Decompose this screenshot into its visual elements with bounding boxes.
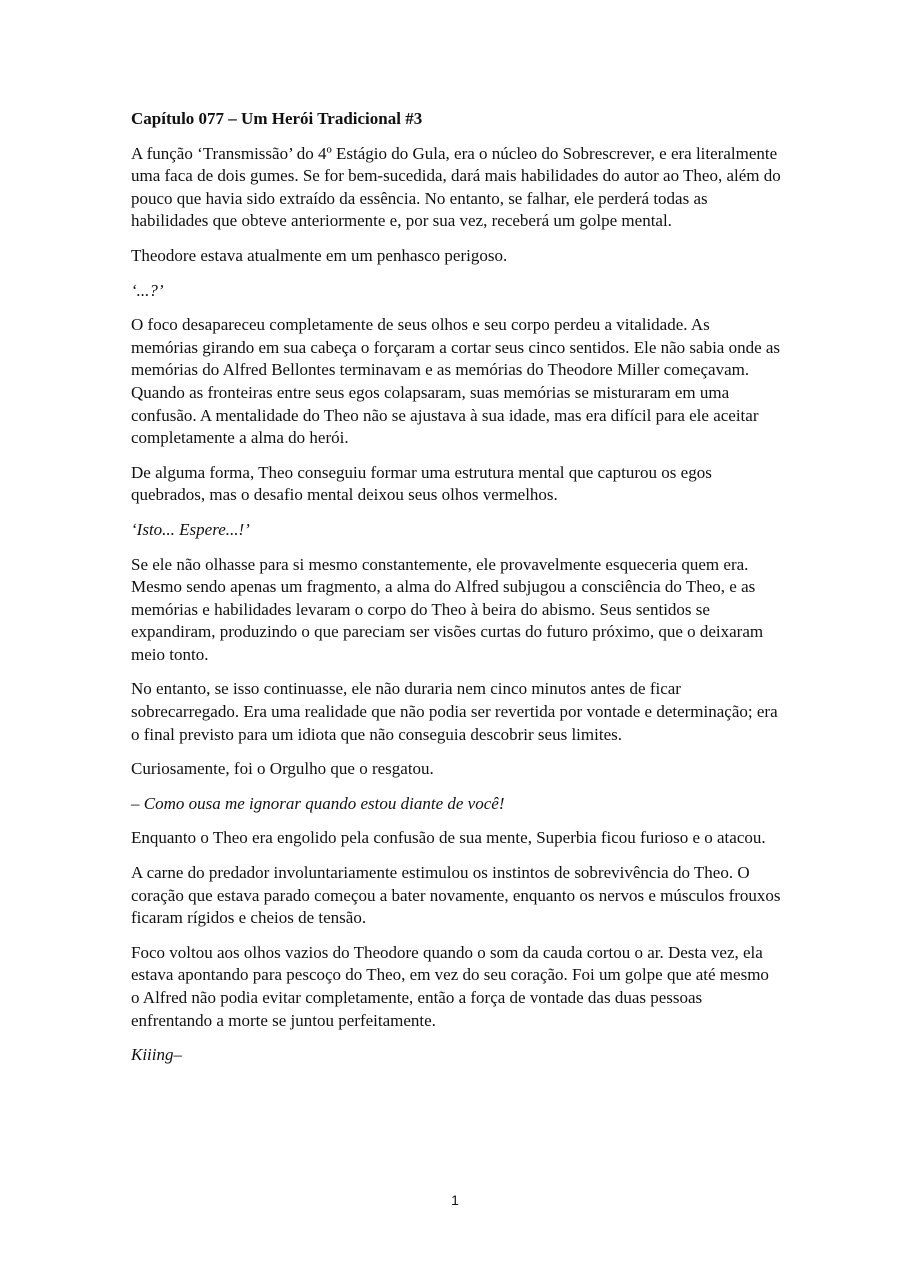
page-number: 1	[451, 1192, 459, 1208]
paragraph: O foco desapareceu completamente de seus olhos e seu corpo perdeu a vitalidade. As memórias girando em sua cabeça o forçaram a cortar seus cinco sentidos. Ele não sabia onde as memórias do Alfred Bellontes terminavam e as memórias do Theodore Miller começavam. Quando as fronteiras entre seus egos colapsaram, suas memórias se misturaram em uma confusão. A mentalidade do Theo não se ajustava à sua idade, mas era difícil para ele aceitar completamente a alma do herói.	[131, 315, 781, 448]
page-content	[131, 108, 781, 1079]
paragraph: A função ‘Transmissão’ do 4º Estágio do Gula, era o núcleo do Sobrescrever, e era literalmente uma faca de dois gumes. Se for bem-sucedida, dará mais habilidades do autor ao Theo, além do pouco que havia sido extraído da essência. No entanto, se falhar, ele perderá todas as habilidades que obteve anteriormente e, por sua vez, receberá um golpe mental.	[131, 143, 781, 231]
paragraph: De alguma forma, Theo conseguiu formar uma estrutura mental que capturou os egos quebrados, mas o desafio mental deixou seus olhos vermelhos.	[131, 462, 712, 505]
thought-line: ‘...?’	[131, 280, 164, 300]
thought-line: ‘Isto... Espere...!’	[131, 519, 250, 539]
paragraph: Enquanto o Theo era engolido pela confusão de sua mente, Superbia ficou furioso e o atacou.	[131, 828, 766, 848]
paragraph: A carne do predador involuntariamente estimulou os instintos de sobrevivência do Theo. O coração que estava parado começou a bater novamente, enquanto os nervos e músculos frouxos ficaram rígidos e cheios de tensão.	[131, 863, 781, 928]
paragraph: No entanto, se isso continuasse, ele não duraria nem cinco minutos antes de ficar sobrecarregado. Era uma realidade que não podia ser revertida por vontade e determinação; era o final previsto para um idiota que não conseguia descobrir seus limites.	[131, 679, 778, 744]
sound-effect-line: Kiiing–	[131, 1045, 183, 1065]
paragraph: Theodore estava atualmente em um penhasco perigoso.	[131, 245, 508, 265]
paragraph: Curiosamente, foi o Orgulho que o resgatou.	[131, 759, 434, 779]
paragraph: Foco voltou aos olhos vazios do Theodore quando o som da cauda cortou o ar. Desta vez, ela estava apontando para pescoço do Theo, em vez do seu coração. Foi um golpe que até mesmo o Alfred não podia evitar completamente, então a força de vontade das duas pessoas enfrentando a morte se juntou perfeitamente.	[131, 942, 769, 1030]
paragraph: Se ele não olhasse para si mesmo constantemente, ele provavelmente esqueceria quem era. Mesmo sendo apenas um fragmento, a alma do Alfred subjugou a consciência do Theo, e as memórias e habilidades levaram o corpo do Theo à beira do abismo. Seus sentidos se expandiram, produzindo o que pareciam ser visões curtas do futuro próximo, que o deixaram meio tonto.	[131, 554, 764, 664]
chapter-title: Capítulo 077 – Um Herói Tradicional #3	[131, 109, 423, 128]
dialogue-line: – Como ousa me ignorar quando estou diante de você!	[131, 793, 505, 813]
